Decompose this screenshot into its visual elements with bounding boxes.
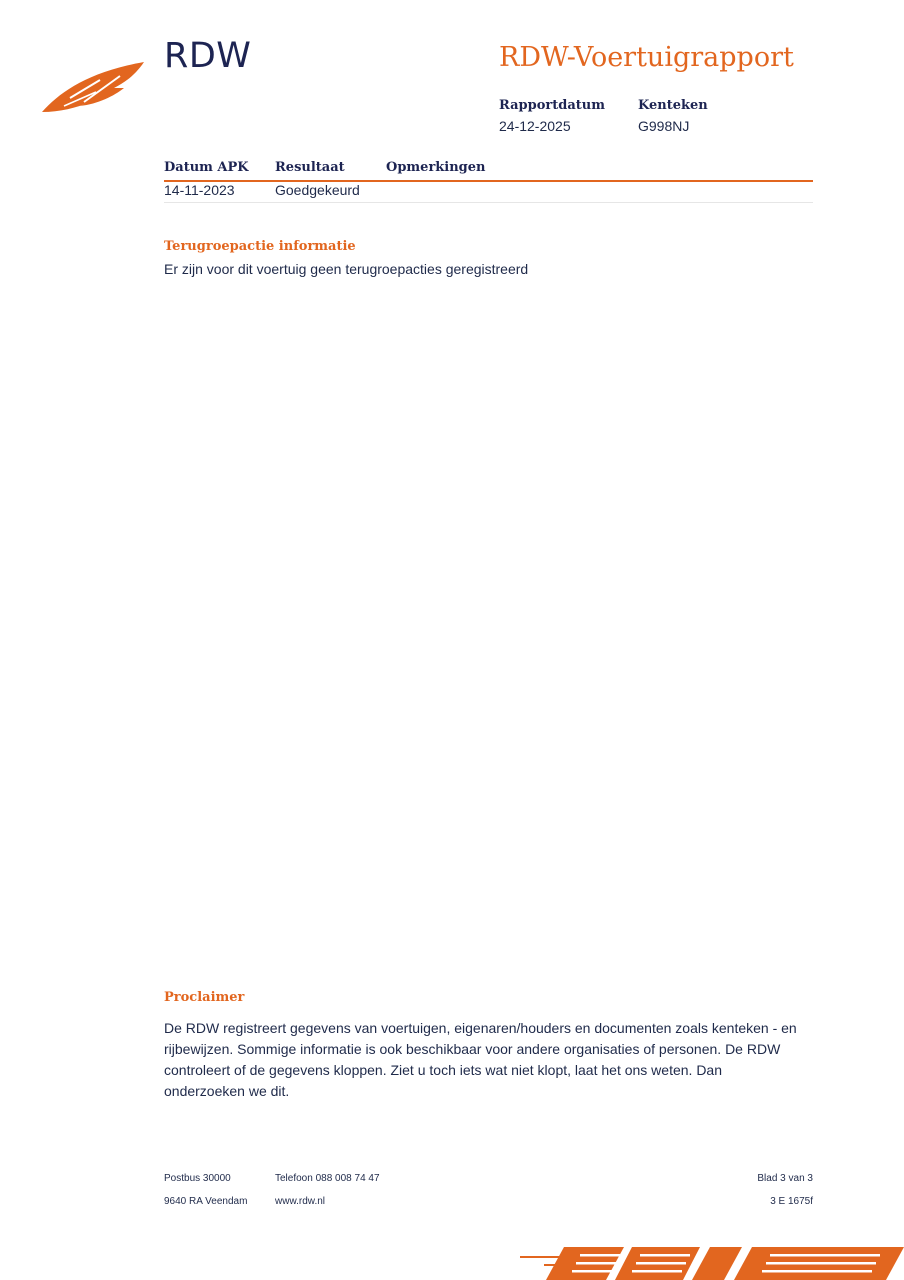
report-date-label: Rapportdatum [499, 98, 605, 113]
report-date-value: 24-12-2025 [499, 118, 571, 134]
table-row-divider [164, 202, 813, 203]
footer-code: 3 E 1675f [770, 1196, 813, 1207]
footer-phone: Telefoon 088 008 74 47 [275, 1173, 380, 1184]
plate-value: G998NJ [638, 118, 690, 134]
apk-header-date: Datum APK [164, 160, 249, 175]
speed-stripes-icon [520, 1244, 904, 1280]
table-header-divider [164, 180, 813, 182]
footer-website: www.rdw.nl [275, 1196, 326, 1207]
footer-city: 9640 RA Veendam [164, 1196, 248, 1207]
apk-cell-result: Goedgekeurd [275, 182, 360, 198]
recall-title: Terugroepactie informatie [164, 239, 356, 254]
apk-cell-date: 14-11-2023 [164, 182, 235, 198]
apk-header-result: Resultaat [275, 160, 345, 175]
recall-text: Er zijn voor dit voertuig geen terugroepacties geregistreerd [164, 261, 529, 277]
plate-label: Kenteken [638, 98, 708, 113]
report-title: RDW-Voertuigrapport [499, 42, 794, 73]
footer-page-number: Blad 3 van 3 [757, 1173, 813, 1184]
apk-header-remarks: Opmerkingen [386, 160, 486, 175]
brand-name: RDW [164, 36, 252, 76]
footer-postbus: Postbus 30000 [164, 1173, 231, 1184]
proclaimer-text: De RDW registreert gegevens van voertuigen, eigenaren/houders en documenten zoals kenteken - en rijbewijzen. Sommige informatie is ook beschikbaar voor andere organisaties of personen. De RDW controleert of de gegevens kloppen. Ziet u toch iets wat niet klopt, laat het ons weten. Dan onderzoeken we dit. [164, 1020, 797, 1099]
rdw-feather-logo-icon [40, 58, 148, 114]
proclaimer-title: Proclaimer [164, 990, 245, 1005]
